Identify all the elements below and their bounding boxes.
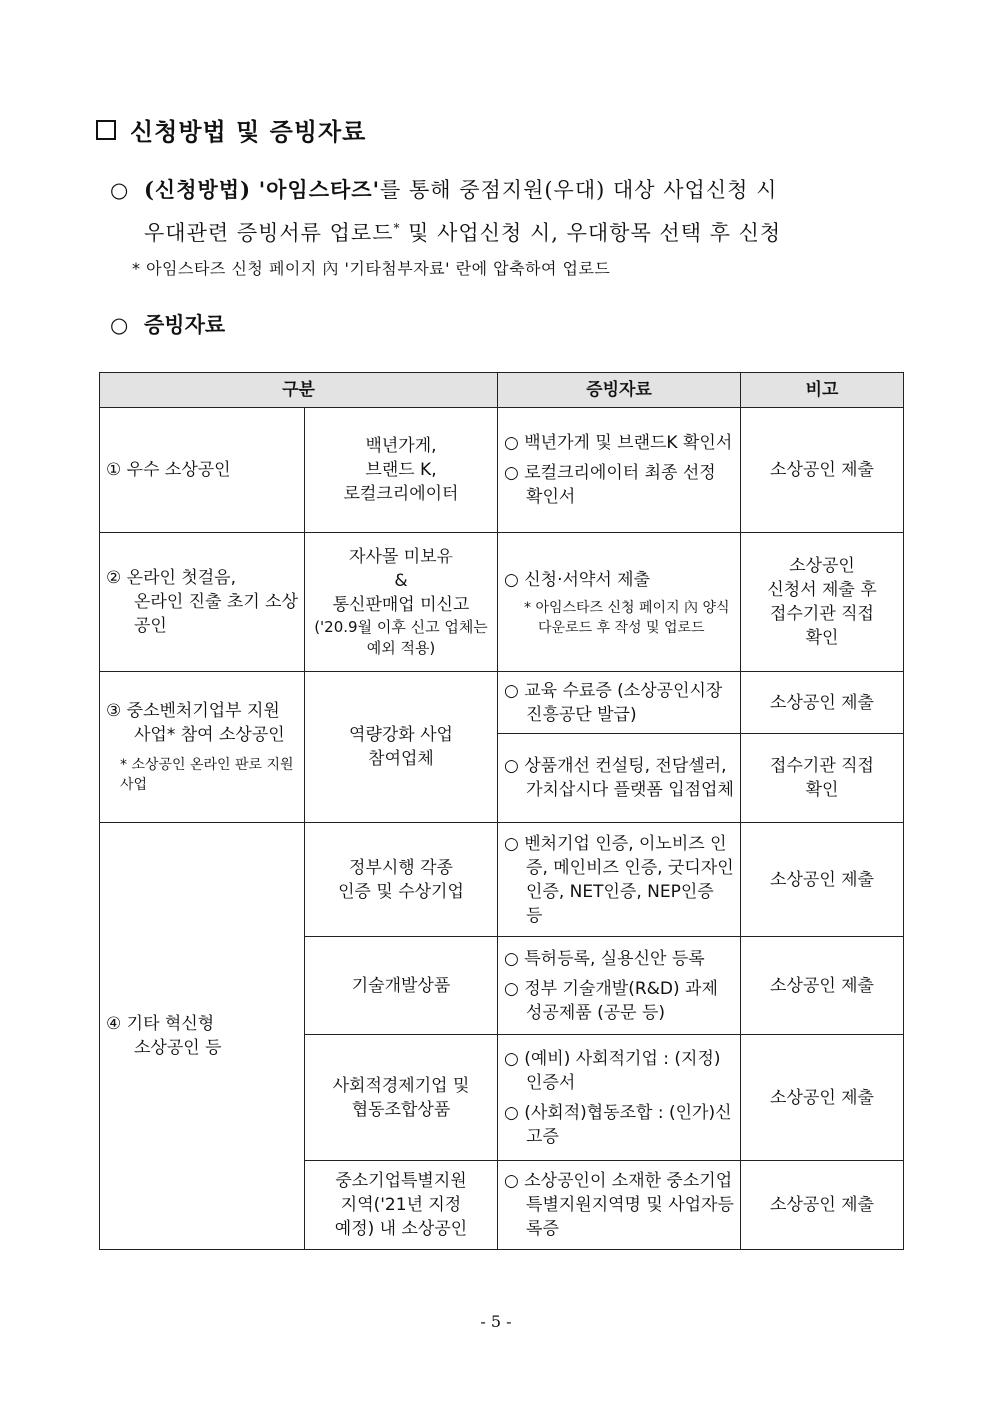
evidence-item: ○ 소상공인이 소재한 중소기업특별지원지역명 및 사업자등록증 xyxy=(504,1171,734,1239)
subcategory-line: 기술개발상품 xyxy=(351,975,451,996)
category-cell xyxy=(100,533,305,672)
subcategory-line: 백년가게, xyxy=(365,436,437,456)
subcategory-cell xyxy=(305,533,498,672)
evidence-item: ○ 백년가게 및 브랜드K 확인서 xyxy=(504,433,733,453)
evidence-cell xyxy=(498,408,741,533)
subcategory-cell xyxy=(305,1161,498,1250)
subcategory-line: 중소기업특별지원 xyxy=(335,1171,467,1191)
remark-text: 소상공인 제출 xyxy=(770,1087,874,1108)
evidence-item: ○ 정부 기술개발(R&D) 과제 성공제품 (공문 등) xyxy=(504,978,718,1023)
remark-text: 신청서 제출 후 xyxy=(767,580,877,600)
remark-cell xyxy=(741,823,904,937)
subcategory-line: 정부시행 각종 xyxy=(349,857,453,878)
circle-bullet-icon: ○ xyxy=(110,178,129,202)
method-app-name: '아임스타즈' xyxy=(258,177,381,202)
remark-text: 접수기관 직접 xyxy=(770,756,874,776)
category-cell xyxy=(100,408,305,533)
category-text: ① 우수 소상공인 xyxy=(106,460,231,480)
remark-text: 확인 xyxy=(805,780,839,800)
evidence-cell xyxy=(498,1035,741,1161)
remark-cell xyxy=(741,1161,904,1250)
category-cell xyxy=(100,823,305,1250)
subcategory-line: 인증 및 수상기업 xyxy=(338,881,464,902)
subcategory-line: 사회적경제기업 및 xyxy=(332,1075,470,1096)
remark-text: 소상공인 제출 xyxy=(770,460,874,480)
subcategory-cell xyxy=(305,408,498,533)
subcategory-line: 통신판매업 미신고 xyxy=(332,594,470,615)
remark-text: 소상공인 제출 xyxy=(770,869,874,890)
method-paragraph xyxy=(110,171,910,252)
method-line2a: 우대관련 증빙서류 업로드 xyxy=(144,221,394,245)
evidence-cell xyxy=(498,823,741,937)
table-row xyxy=(100,823,904,937)
remark-text: 소상공인 제출 xyxy=(770,975,874,996)
evidence-item: ○ 교육 수료증 (소상공인시장진흥공단 발급) xyxy=(504,680,723,725)
subcategory-line: & xyxy=(394,570,408,591)
evidence-heading-text: 증빙자료 xyxy=(144,312,226,337)
remark-cell xyxy=(741,734,904,823)
evidence-heading xyxy=(110,306,225,344)
category-text: ④ 기타 혁신형 xyxy=(106,1014,215,1034)
remark-cell xyxy=(741,1035,904,1161)
evidence-cell xyxy=(498,533,741,672)
header-category: 구분 xyxy=(100,373,498,408)
category-footnote: * 소상공인 온라인 판로 지원 사업 xyxy=(120,757,294,793)
subcategory-line: 예정) 내 소상공인 xyxy=(334,1219,468,1239)
header-remark: 비고 xyxy=(741,373,904,408)
evidence-item: ○ 상품개선 컨설팅, 전담셀러, 가치삽시다 플랫폼 입점업체 xyxy=(504,756,734,800)
table-header-row xyxy=(100,373,904,408)
remark-text: 접수기관 직접 xyxy=(770,604,874,624)
remark-cell xyxy=(741,937,904,1035)
remark-cell xyxy=(741,672,904,734)
evidence-item: ○ 특허등록, 실용신안 등록 xyxy=(504,948,705,969)
category-text: ③ 중소벤처기업부 지원 xyxy=(106,701,280,721)
evidence-item: ○ (사회적)협동조합 : (인가)신고증 xyxy=(504,1102,732,1147)
subcategory-line: 역량강화 사업 xyxy=(349,725,453,745)
subcategory-cell xyxy=(305,1035,498,1161)
subcategory-line: 로컬크리에이터 xyxy=(343,484,459,504)
evidence-cell xyxy=(498,1161,741,1250)
subcategory-cell xyxy=(305,672,498,823)
subcategory-line: 브랜드 K, xyxy=(365,460,437,480)
remark-cell xyxy=(741,533,904,672)
subcategory-line: 지역('21년 지정 xyxy=(340,1195,462,1215)
method-line1: 를 통해 중점지원(우대) 대상 사업신청 시 xyxy=(380,178,778,202)
category-text-line2: 사업* 참여 소상공인 xyxy=(134,725,285,745)
header-evidence: 증빙자료 xyxy=(498,373,741,408)
evidence-item: ○ (예비) 사회적기업 : (지정)인증서 xyxy=(504,1048,721,1093)
page-number: - 5 - xyxy=(480,1312,512,1331)
category-text: ② 온라인 첫걸음, xyxy=(106,568,236,588)
category-cell xyxy=(100,672,305,823)
method-label: (신청방법) xyxy=(144,177,252,202)
table-row xyxy=(100,533,904,672)
evidence-cell xyxy=(498,672,741,734)
evidence-item: ○ 벤처기업 인증, 이노비즈 인증, 메인비즈 인증, 굿디자인 인증, NET인증, NEP인증 등 xyxy=(504,833,734,926)
evidence-table xyxy=(99,372,904,1250)
subcategory-cell xyxy=(305,823,498,937)
remark-text: 소상공인 xyxy=(789,556,855,576)
method-footnote: * 아임스타즈 신청 페이지 內 '기타첨부자료' 란에 압축하여 업로드 xyxy=(132,259,611,278)
footnote-marker: * xyxy=(393,221,401,235)
subcategory-line: 참여업체 xyxy=(368,749,434,769)
category-text-line2: 소상공인 등 xyxy=(134,1038,222,1058)
table-row xyxy=(100,672,904,734)
subcategory-cell xyxy=(305,937,498,1035)
evidence-cell xyxy=(498,937,741,1035)
section-heading-text: 신청방법 및 증빙자료 xyxy=(130,117,367,146)
remark-text: 확인 xyxy=(805,628,839,648)
category-text-line2: 온라인 진출 초기 소상공인 xyxy=(134,592,299,636)
table-row xyxy=(100,408,904,533)
remark-text: 소상공인 제출 xyxy=(770,1195,874,1215)
subcategory-line: 협동조합상품 xyxy=(351,1099,451,1120)
method-line2b: 및 사업신청 시, 우대항목 선택 후 신청 xyxy=(400,221,782,245)
subcategory-line: 자사몰 미보유 xyxy=(349,546,453,567)
circle-bullet-icon: ○ xyxy=(110,313,129,337)
evidence-item: ○ 신청·서약서 제출 xyxy=(504,570,651,590)
evidence-cell xyxy=(498,734,741,823)
remark-text: 소상공인 제출 xyxy=(770,692,874,713)
section-heading xyxy=(96,112,366,147)
subcategory-note: ('20.9월 이후 신고 업체는 예외 적용) xyxy=(314,617,488,657)
evidence-item: ○ 로컬크리에이터 최종 선정 확인서 xyxy=(504,463,716,507)
evidence-footnote: * 아임스타즈 신청 페이지 內 양식 다운로드 후 작성 및 업로드 xyxy=(524,600,730,636)
remark-cell xyxy=(741,408,904,533)
checkbox-square-icon xyxy=(96,120,116,140)
